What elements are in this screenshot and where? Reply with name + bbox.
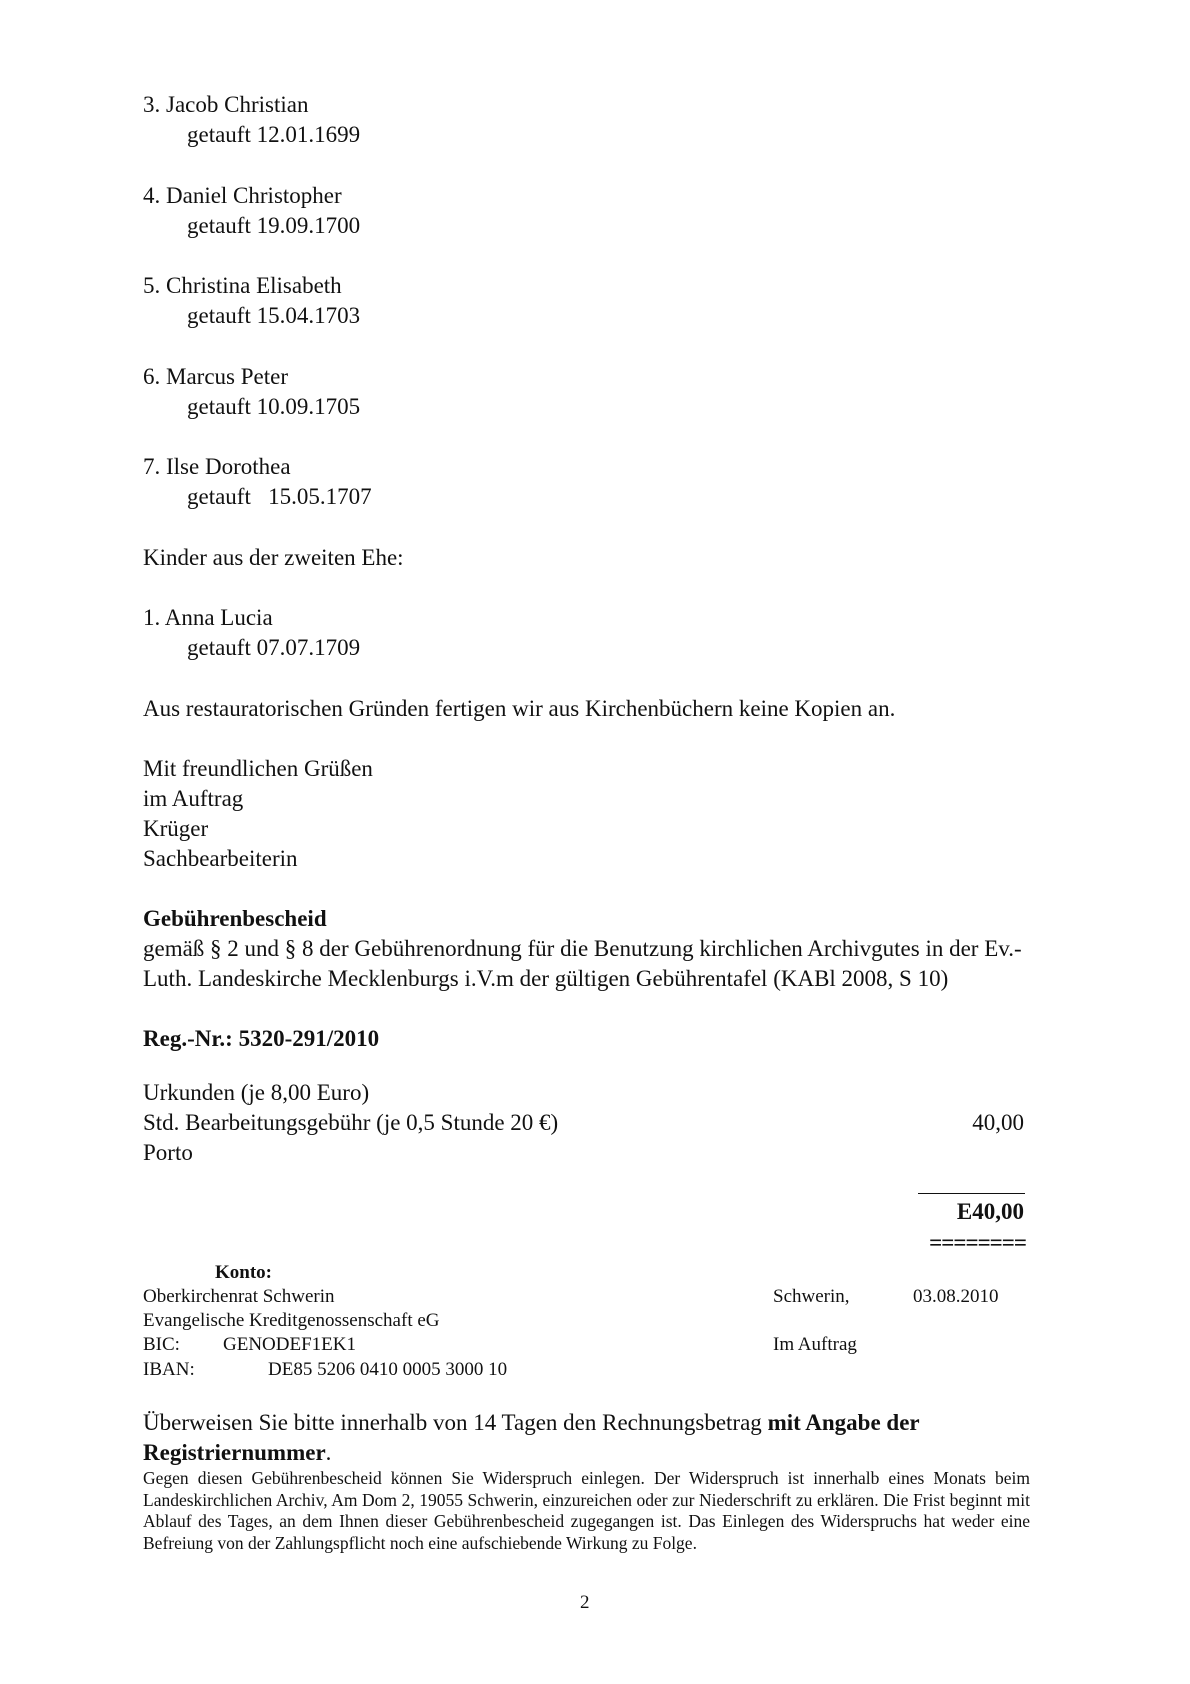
reg-number: Reg.-Nr.: 5320-291/2010 <box>143 1026 380 1051</box>
child-baptism: getauft 15.05.1707 <box>187 484 372 509</box>
page-number: 2 <box>580 1592 590 1613</box>
date: 03.08.2010 <box>913 1286 999 1307</box>
on-behalf-right: Im Auftrag <box>773 1334 857 1355</box>
transfer-note <box>143 1408 1028 1468</box>
child-baptism: getauft 10.09.1705 <box>187 394 361 419</box>
child-name: 7. Ilse Dorothea <box>143 454 291 479</box>
fee-label: Std. Bearbeitungsgebühr (je 0,5 Stunde 20 €) <box>143 1110 559 1135</box>
child-baptism: getauft 15.04.1703 <box>187 303 361 328</box>
fee-notice-text: gemäß § 2 und § 8 der Gebührenordnung für die Benutzung kirchlichen Archivgutes in der Ev.-Luth. Landeskirche Mecklenburgs i.V.m der gültigen Gebührentafel (KABl 2008, S 10) <box>143 936 1022 991</box>
account-bank: Evangelische Kreditgenossenschaft eG <box>143 1310 440 1331</box>
transfer-note-text: Überweisen Sie bitte innerhalb von 14 Tagen den Rechnungsbetrag <box>143 1410 768 1435</box>
second-marriage-heading: Kinder aus der zweiten Ehe: <box>143 545 404 570</box>
iban-value: DE85 5206 0410 0005 3000 10 <box>268 1359 508 1380</box>
fee-amount: 40,00 <box>972 1110 1024 1135</box>
bic-value: GENODEF1EK1 <box>223 1334 356 1355</box>
fee-label: Porto <box>143 1140 193 1165</box>
signer-role: Sachbearbeiterin <box>143 846 298 871</box>
fee-notice-title: Gebührenbescheid <box>143 906 327 931</box>
child-baptism: getauft 07.07.1709 <box>187 635 361 660</box>
closing-on-behalf: im Auftrag <box>143 786 244 811</box>
account-heading: Konto: <box>215 1262 272 1283</box>
account-holder: Oberkirchenrat Schwerin <box>143 1286 335 1307</box>
total-amount: E40,00 <box>956 1199 1024 1224</box>
transfer-note-bold: mit Angabe der Registriernummer <box>143 1410 920 1465</box>
child-name: 5. Christina Elisabeth <box>143 273 342 298</box>
copy-note: Aus restauratorischen Gründen fertigen wir aus Kirchenbüchern keine Kopien an. <box>143 696 896 721</box>
signer-name: Krüger <box>143 816 209 841</box>
child-name: 3. Jacob Christian <box>143 92 309 117</box>
child-baptism: getauft 12.01.1699 <box>187 122 361 147</box>
total-double-underline: ======== <box>929 1230 1026 1255</box>
transfer-note-end: . <box>325 1440 332 1465</box>
iban-label: IBAN: <box>143 1359 195 1380</box>
child-name: 4. Daniel Christopher <box>143 183 342 208</box>
closing-greeting: Mit freundlichen Grüßen <box>143 756 373 781</box>
child-name: 1. Anna Lucia <box>143 605 273 630</box>
child-name: 6. Marcus Peter <box>143 364 288 389</box>
objection-note: Gegen diesen Gebührenbescheid können Sie Widerspruch einlegen. Der Widerspruch ist innerhalb eines Monats beim Landeskirchlichen Archiv, Am Dom 2, 19055 Schwerin, einzureichen oder zur Niederschrift zu erklären. Die Frist beginnt mit Ablauf des Tages, an dem Ihnen dieser Gebührenbescheid zugegangen ist. Das Einlegen des Widerspruchs hat weder eine Befreiung von der Zahlungspflicht noch eine aufschiebende Wirkung zu Folge. <box>143 1468 1030 1553</box>
bic-label: BIC: <box>143 1334 180 1355</box>
place: Schwerin, <box>773 1286 850 1307</box>
fee-label: Urkunden (je 8,00 Euro) <box>143 1080 370 1105</box>
child-baptism: getauft 19.09.1700 <box>187 213 361 238</box>
sum-rule <box>918 1193 1025 1194</box>
